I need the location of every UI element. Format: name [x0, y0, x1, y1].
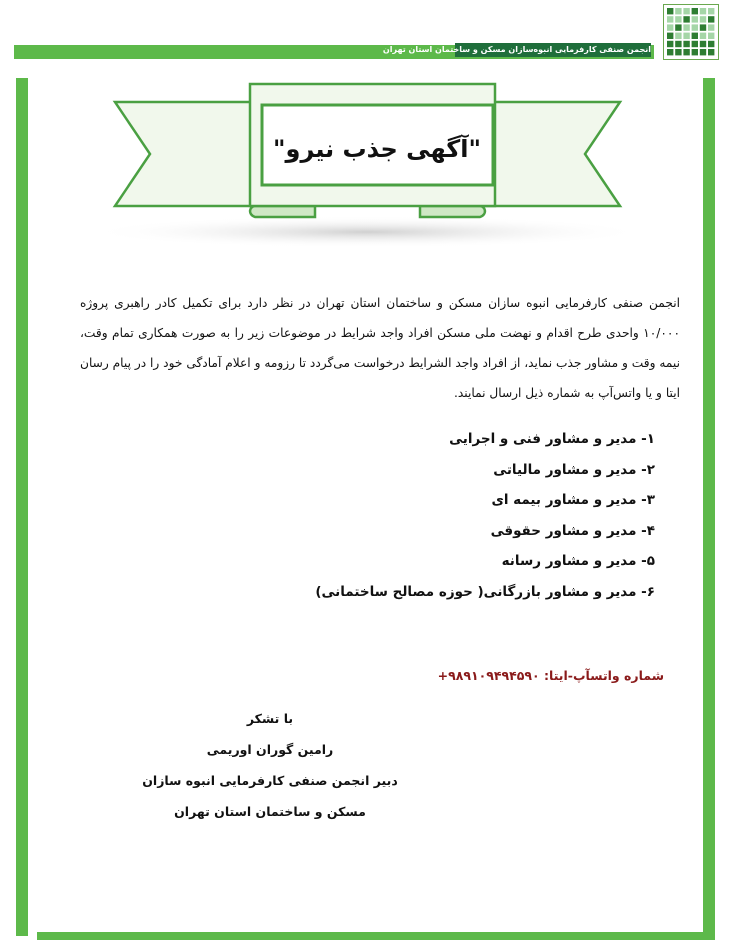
logo-cell [683, 16, 689, 22]
frame-right-border [703, 78, 715, 936]
logo-cell [683, 49, 689, 55]
signature-name: رامین گوران اوریمی [206, 742, 334, 757]
logo-cell [675, 16, 681, 22]
ribbon-left-tail [115, 102, 255, 206]
intro-paragraph: انجمن صنفی کارفرمایی انبوه سازان مسکن و ساختمان استان تهران در نظر دارد برای تکمیل کادر راهبری پروژه ۱۰/۰۰۰ واحدی طرح اقدام و نهضت ملی مسکن افراد واجد شرایط در موضوعات زیر را به صورت همکاری تمام وقت، نیمه وقت و مشاور جذب نماید، از افراد واجد الشرایط درخواست می‌گردد تا رزومه و اعلام آمادگی خود را در پیام رسان ایتا و یا واتس‌آپ به شماره ذیل ارسال نمایند. [80, 296, 680, 400]
logo-cell [667, 8, 673, 14]
logo-cell [700, 8, 706, 14]
logo-cell [708, 24, 714, 30]
logo-cell [683, 33, 689, 39]
banner-shadow [87, 216, 647, 248]
logo-cell [675, 24, 681, 30]
banner-title: "آگهی جذب نیرو" [273, 135, 481, 163]
list-item: ۶- مدیر و مشاور بازرگانی( حوزه مصالح ساختمانی) [315, 583, 655, 600]
logo-cell [683, 24, 689, 30]
logo-cell [700, 16, 706, 22]
logo-cell [667, 16, 673, 22]
logo-cell [700, 49, 706, 55]
ribbon-right-tail [480, 102, 620, 206]
logo-cell [692, 49, 698, 55]
logo-cell [692, 16, 698, 22]
contact-number[interactable]: +۹۸۹۱۰۹۴۹۴۵۹۰ [437, 668, 540, 683]
logo-cell [692, 41, 698, 47]
logo-cell [667, 41, 673, 47]
list-item: ۴- مدیر و مشاور حقوقی [490, 522, 655, 539]
logo-cell [700, 41, 706, 47]
logo-cell [675, 8, 681, 14]
positions-list [260, 424, 655, 607]
grid-logo-icon [663, 4, 719, 60]
logo-cell [708, 41, 714, 47]
logo-cell [683, 8, 689, 14]
logo-cell [692, 8, 698, 14]
logo-cell [675, 41, 681, 47]
logo-cell [675, 33, 681, 39]
header-org-strip: انجمن صنفی کارفرمایی انبوه‌سازان مسکن و ساختمان استان تهران [455, 43, 651, 57]
list-item: ۲- مدیر و مشاور مالیاتی [493, 461, 655, 478]
logo-cell [708, 49, 714, 55]
logo-cell [692, 24, 698, 30]
contact-line [420, 668, 664, 683]
logo-cell [667, 49, 673, 55]
logo-cell [708, 33, 714, 39]
signature-block [100, 703, 440, 827]
frame-left-border [16, 78, 28, 936]
logo-cell [692, 33, 698, 39]
frame-bottom-border [37, 932, 715, 940]
ribbon-left-curl [250, 206, 315, 217]
logo-cell [667, 33, 673, 39]
list-item: ۳- مدیر و مشاور بیمه ای [491, 492, 655, 508]
logo-cell [700, 24, 706, 30]
logo-cell [708, 16, 714, 22]
list-item: ۵- مدیر و مشاور رسانه [501, 553, 655, 569]
list-item: ۱- مدیر و مشاور فنی و اجرایی [449, 431, 655, 447]
signature-role-line1: دبیر انجمن صنفی کارفرمایی انبوه سازان [142, 773, 398, 788]
contact-label: شماره واتسآپ-ایتا: [539, 668, 664, 683]
logo-cell [708, 8, 714, 14]
logo-cell [675, 49, 681, 55]
logo-cell [700, 33, 706, 39]
logo-cell [683, 41, 689, 47]
ribbon-right-curl [420, 206, 485, 217]
signature-thanks: با تشکر [246, 711, 294, 726]
logo-cell [667, 24, 673, 30]
signature-role-line2: مسکن و ساختمان استان تهران [174, 804, 366, 819]
